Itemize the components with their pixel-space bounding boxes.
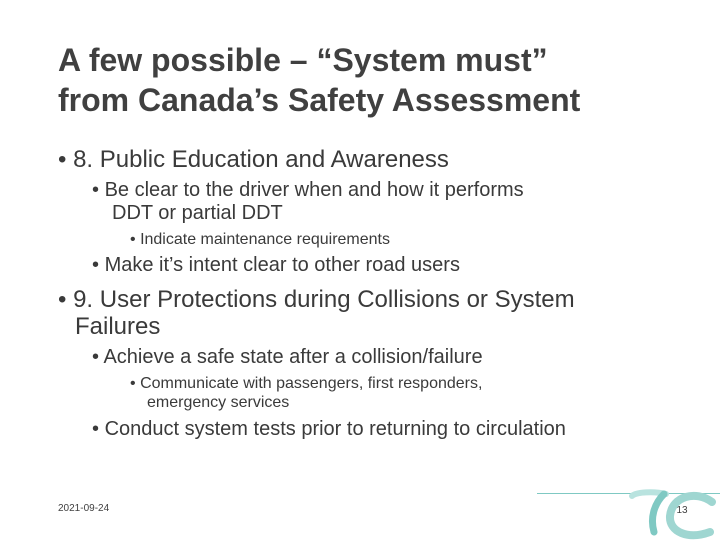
bullet-item	[92, 418, 566, 440]
bullet-dot: •	[130, 375, 136, 392]
bullet-text: Make it’s intent clear to other road users	[104, 254, 460, 276]
bullet-text: Conduct system tests prior to returning to circulation	[104, 418, 566, 440]
bullet-item	[92, 254, 460, 276]
bullet-dot: •	[92, 179, 100, 201]
bullet-text: Communicate with passengers, first responders,	[140, 375, 483, 392]
bullet-text: 8. Public Education and Awareness	[73, 146, 449, 173]
bullet-item	[92, 179, 524, 201]
bullet-dot: •	[130, 231, 136, 248]
bullet-item	[58, 146, 449, 174]
footer-date: 2021-09-24	[58, 503, 110, 514]
bullet-text: 9. User Protections during Collisions or System	[73, 286, 575, 313]
title-line-2: from Canada’s Safety Assessment	[58, 82, 581, 118]
slide-title	[58, 40, 698, 120]
bullet-dot: •	[58, 286, 67, 313]
bullet-text: Achieve a safe state after a collision/failure	[103, 346, 483, 368]
bullet-item	[92, 346, 483, 368]
bullet-dot: •	[58, 146, 67, 173]
bullet-dot: •	[92, 254, 100, 276]
bullet-item	[130, 374, 482, 393]
bullet-text: Indicate maintenance requirements	[140, 231, 390, 248]
bullet-dot: •	[92, 346, 100, 368]
bullet-text-continuation: DDT or partial DDT	[112, 202, 283, 224]
page-number: 13	[676, 505, 688, 516]
bullet-dot: •	[92, 418, 100, 440]
bullet-text-continuation: emergency services	[147, 394, 290, 411]
bullet-text: Be clear to the driver when and how it performs	[104, 179, 524, 201]
title-line-1: A few possible – “System must”	[58, 42, 548, 78]
bullet-item	[130, 230, 390, 249]
bullet-item	[58, 286, 575, 314]
bullet-text-continuation: Failures	[75, 313, 161, 340]
